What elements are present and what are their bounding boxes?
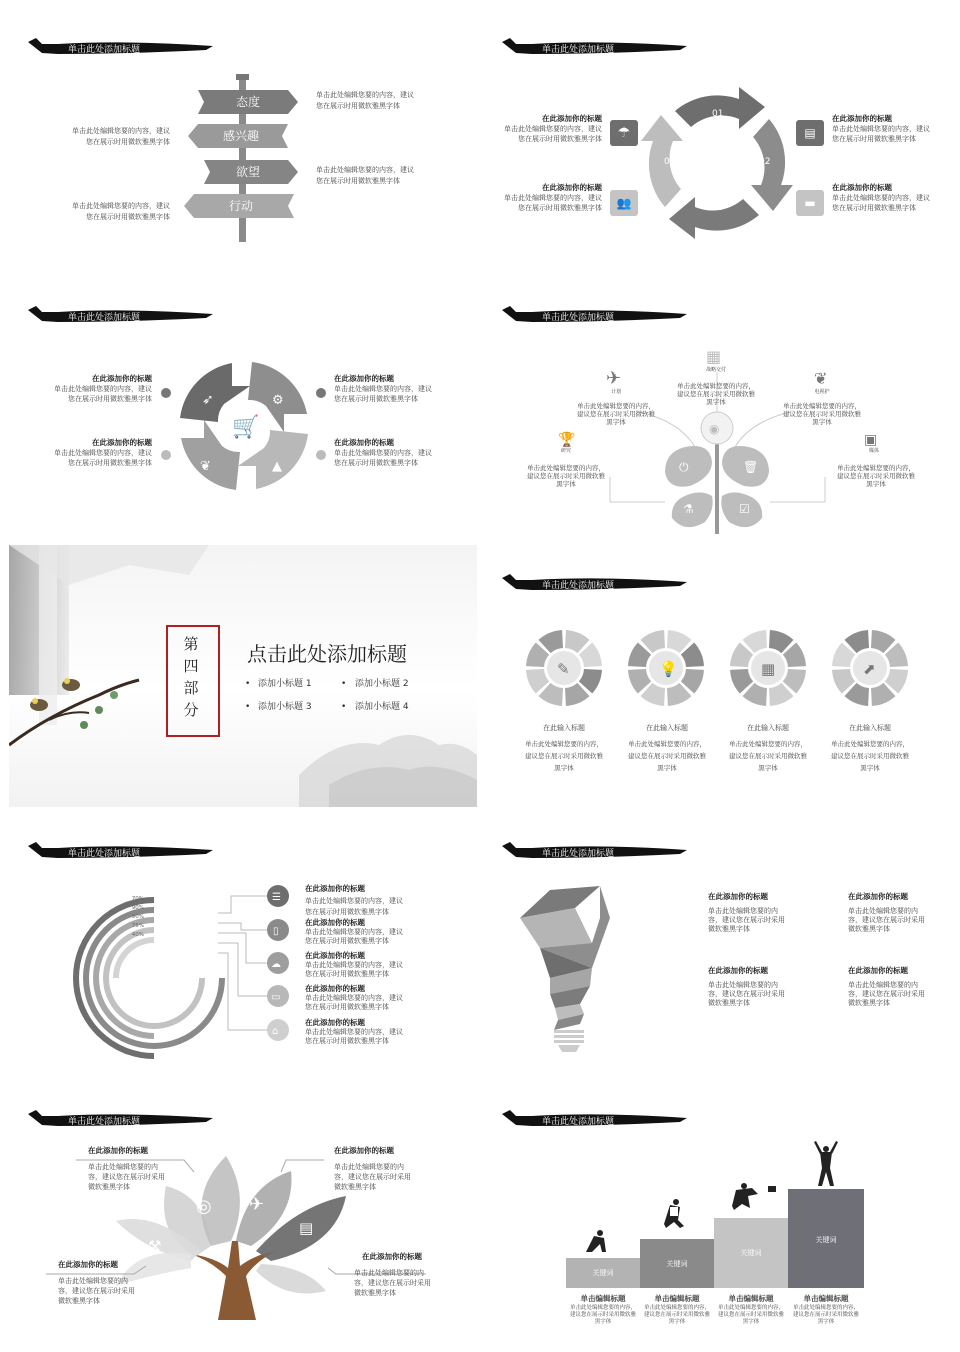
text-line: 单击此处编辑您要的内 [848, 981, 918, 989]
text-line: 您在展示时用微软雅黑字体 [316, 177, 400, 185]
item-title: 在此添加你的标题 [305, 1018, 365, 1027]
item-title: 在此添加你的标题 [305, 884, 365, 893]
text-line: 容，建议您在展示时采用 [708, 916, 785, 924]
text-line: 单击此处编辑您要的内容， [577, 402, 655, 410]
plane-icon: ✈ [606, 368, 622, 389]
truck-icon: ▬ [796, 190, 824, 216]
text-line: 微软雅黑字体 [58, 1297, 100, 1305]
text-line: 黑字体 [556, 480, 576, 488]
delivery-icon: ▦ [706, 347, 722, 366]
item-title: 在此添加你的标题 [542, 114, 602, 123]
text-line: 单击此处编辑您要的内容，建议 [334, 449, 432, 457]
text-line: 单击此处编辑您要的内 [88, 1163, 158, 1171]
text-line: 容，建议您在展示时采用 [848, 916, 925, 924]
text-line: 容，建议您在展示时采用 [708, 990, 785, 998]
item-title: 在此输入标题 [849, 724, 891, 732]
text-line: 建议您在展示时采用微软雅 [837, 472, 915, 480]
step-label: 关键词 [815, 1236, 837, 1244]
text-line: 单击此处编辑您要的内 [334, 1163, 404, 1171]
subtitle-item: 添加小标题 3 [258, 702, 312, 712]
text-line: 微软雅黑字体 [708, 999, 750, 1007]
text-line: 建议您在展示时采用微软雅 [569, 1312, 636, 1318]
text-line: 黑字体 [812, 418, 832, 426]
text-line: 单击此处编辑您要的内容，建议 [72, 202, 170, 210]
text-line: 您在展示时用微软雅黑字体 [334, 459, 418, 467]
text-line: 黑字体 [860, 764, 880, 772]
text-line: 建议您在展示时采用微软雅 [577, 410, 655, 418]
text-line: 单击此处编辑您要的内容，建议 [504, 125, 602, 133]
flask-icon: ⚗ [683, 502, 694, 516]
item-title: 在此添加你的标题 [334, 1146, 394, 1155]
text-line: 单击此处编辑您要的内容，建议 [305, 897, 403, 905]
laptop-icon: ▭ [271, 992, 281, 1003]
header-title: 单击此处添加标题 [68, 313, 141, 323]
power-icon: ⏻ [679, 460, 689, 474]
item-title: 在此添加你的标题 [334, 374, 394, 383]
text-line: 您在展示时用微软雅黑字体 [832, 135, 916, 143]
item-title: 单击编辑标题 [580, 1294, 626, 1303]
text-line: 您在展示时用微软雅黑字体 [305, 1037, 389, 1045]
text-line: 单击此处编辑您要的内容，建议 [54, 449, 152, 457]
slide-lightbulb [480, 808, 954, 1070]
text-line: 单击此处编辑您要的内容， [837, 464, 915, 472]
text-line: 您在展示时用微软雅黑字体 [305, 937, 389, 945]
section-char: 第 [183, 635, 199, 653]
header-title: 单击此处添加标题 [68, 1117, 141, 1127]
item-title: 在此输入标题 [747, 724, 789, 732]
trash-icon: 🗑 [743, 460, 759, 474]
cone-icon: ▲ [272, 459, 282, 474]
cloud-icon: ☁ [271, 959, 281, 970]
map-icon: ▦ [761, 660, 776, 678]
eye-icon: ◉ [709, 422, 720, 436]
text-line: 单击此处编辑您要的内容，建议 [305, 994, 403, 1002]
percent-label: 40% [131, 932, 144, 938]
item-title: 单击编辑标题 [803, 1294, 849, 1303]
text-line: 您在展示时用微软雅黑字体 [305, 908, 389, 916]
cycle-number: 04 [664, 157, 676, 167]
bullet-icon: • [245, 702, 251, 712]
item-title: 在此输入标题 [646, 724, 688, 732]
percent-label: 75% [131, 923, 144, 929]
item-title: 在此添加你的标题 [305, 984, 365, 993]
text-line: 微软雅黑字体 [334, 1183, 376, 1191]
item-title: 在此添加你的标题 [362, 1252, 422, 1261]
text-line: 微软雅黑字体 [88, 1183, 130, 1191]
text-line: 黑字体 [758, 764, 778, 772]
slide-section-divider [9, 545, 477, 807]
slide-steps [480, 1076, 954, 1338]
node-label: 媒体 [868, 448, 879, 454]
step-label: 关键词 [592, 1269, 614, 1277]
header-title: 单击此处添加标题 [68, 849, 141, 859]
text-line: 单击此处编辑您要的内容，建议 [832, 194, 930, 202]
text-line: 建议您在展示时采用微软雅 [783, 410, 861, 418]
sign-label-1: 态度 [235, 95, 260, 109]
text-line: 单击此处编辑您要的内容，建议 [832, 125, 930, 133]
subtitle-item: 添加小标题 1 [258, 679, 312, 689]
step-label: 关键词 [666, 1260, 688, 1268]
header-title: 单击此处添加标题 [68, 45, 141, 55]
text-line: 建议您在展示时采用微软雅 [643, 1312, 710, 1318]
text-line: 单击此处编辑您要的内容， [628, 740, 706, 748]
text-line: 容，建议您在展示时采用 [88, 1173, 165, 1181]
text-line: 容，建议您在展示时采用 [354, 1279, 431, 1287]
hammer-icon: ⚒ [148, 1237, 162, 1255]
text-line: 单击此处编辑您要的内 [708, 907, 778, 915]
text-line: 您在展示时用微软雅黑字体 [86, 213, 170, 221]
node-label: 研究 [560, 448, 571, 454]
leaf-icon: ❦ [200, 459, 211, 474]
node-label: 电视护 [814, 389, 830, 395]
item-title: 在此添加你的标题 [708, 892, 768, 901]
gear-icon: ⚙ [272, 393, 284, 408]
item-title: 在此添加你的标题 [832, 114, 892, 123]
text-line: 单击此处编辑您要的内容， [643, 1305, 710, 1311]
text-line: 黑字体 [706, 398, 726, 406]
slide-concentric-arcs [6, 808, 480, 1070]
rocket-icon: ➶ [202, 392, 214, 408]
item-title: 单击编辑标题 [654, 1294, 700, 1303]
percent-label: 70% [131, 896, 144, 902]
item-title: 在此添加你的标题 [848, 966, 908, 975]
text-line: 容，建议您在展示时采用 [848, 990, 925, 998]
text-line: 您在展示时用微软雅黑字体 [518, 135, 602, 143]
text-line: 建议您在展示时采用微软雅 [527, 472, 605, 480]
slide-plant-diagram [480, 272, 954, 534]
sign-label-4: 行动 [228, 199, 253, 213]
text-line: 黑字体 [668, 1319, 686, 1325]
text-line: 您在展示时用微软雅黑字体 [518, 204, 602, 212]
text-line: 您在展示时用微软雅黑字体 [316, 102, 400, 110]
book-icon: ▤ [796, 120, 824, 146]
text-line: 单击此处编辑您要的内 [708, 981, 778, 989]
text-line: 单击此处编辑您要的内 [848, 907, 918, 915]
item-title: 在此添加你的标题 [334, 438, 394, 447]
header-title: 单击此处添加标题 [542, 849, 615, 859]
text-line: 单击此处编辑您要的内容， [792, 1305, 859, 1311]
text-line: 您在展示时用微软雅黑字体 [334, 395, 418, 403]
leaf-icon: ❦ [814, 369, 828, 388]
home-icon: ⌂ [272, 1026, 279, 1037]
text-line: 微软雅黑字体 [354, 1289, 396, 1297]
text-line: 单击此处编辑您要的内 [354, 1269, 424, 1277]
trophy-icon: 🏆 [558, 432, 576, 448]
text-line: 单击此处编辑您要的内容， [717, 1305, 784, 1311]
text-line: 黑字体 [606, 418, 626, 426]
lightbulb-icon [480, 808, 954, 1070]
image-icon: ▣ [864, 432, 878, 448]
text-line: 黑字体 [594, 1319, 612, 1325]
node-label: 计划 [610, 389, 621, 395]
text-line: 单击此处编辑您要的内 [58, 1277, 128, 1285]
text-line: 单击此处编辑您要的内容， [677, 382, 755, 390]
item-title: 在此输入标题 [543, 724, 585, 732]
check-icon: ☑ [739, 502, 750, 516]
text-line: 建议您在展示时采用微软雅 [729, 752, 807, 760]
item-title: 在此添加你的标题 [542, 183, 602, 192]
users-icon: 👥 [610, 190, 638, 216]
umbrella-icon: ☂ [610, 120, 638, 146]
slide-leaf-tree [6, 1076, 480, 1338]
slide-cycle [480, 4, 954, 266]
section-title: 点击此处添加标题 [247, 642, 407, 666]
database-icon: ☰ [272, 892, 281, 903]
header-title: 单击此处添加标题 [542, 1117, 615, 1127]
text-line: 建议您在展示时采用微软雅 [792, 1312, 859, 1318]
text-line: 黑字体 [866, 480, 886, 488]
item-title: 在此添加你的标题 [92, 374, 152, 383]
text-line: 您在展示时用微软雅黑字体 [68, 459, 152, 467]
text-line: 单击此处编辑您要的内容， [525, 740, 603, 748]
text-line: 建议您在展示时采用微软雅 [628, 752, 706, 760]
sign-label-2: 感兴趣 [222, 129, 259, 143]
text-line: 建议您在展示时采用微软雅 [717, 1312, 784, 1318]
text-line: 单击此处编辑您要的内容， [783, 402, 861, 410]
text-line: 黑字体 [657, 764, 677, 772]
pen-icon: ✎ [557, 660, 570, 678]
header-title: 单击此处添加标题 [542, 45, 615, 55]
item-title: 在此添加你的标题 [708, 966, 768, 975]
section-char: 四 [183, 657, 199, 675]
cycle-number: 01 [712, 109, 724, 119]
text-line: 单击此处编辑您要的内容，建议 [305, 961, 403, 969]
header-title: 单击此处添加标题 [542, 581, 615, 591]
text-line: 单击此处编辑您要的内容， [831, 740, 909, 748]
cycle-number: 03 [712, 203, 724, 213]
text-line: 您在展示时用微软雅黑字体 [305, 1003, 389, 1011]
sign-label-3: 欲望 [235, 165, 260, 179]
slide-cart-cycle [6, 272, 480, 534]
section-char: 分 [183, 701, 199, 719]
text-line: 建议您在展示时采用微软雅 [525, 752, 603, 760]
text-line: 黑字体 [554, 764, 574, 772]
text-line: 微软雅黑字体 [848, 925, 890, 933]
slide-signpost [6, 4, 480, 266]
text-line: 单击此处编辑您要的内容，建议 [305, 928, 403, 936]
percent-label: 50% [131, 914, 144, 920]
subtitle-item: 添加小标题 4 [355, 702, 409, 712]
text-line: 单击此处编辑您要的内容，建议 [305, 1028, 403, 1036]
headphones-icon: ◎ [196, 1196, 212, 1217]
ink-landscape-image [9, 545, 477, 807]
step-label: 关键词 [740, 1249, 762, 1257]
text-line: 单击此处编辑您要的内容，建议 [54, 385, 152, 393]
text-line: 建议您在展示时采用微软雅 [831, 752, 909, 760]
node-label: 战略交付 [705, 367, 726, 373]
text-line: 单击此处编辑您要的内容，建议 [316, 166, 414, 174]
bullet-icon: • [245, 679, 251, 689]
growth-chart-icon: ⬈ [863, 660, 876, 678]
item-title: 在此添加你的标题 [832, 183, 892, 192]
item-title: 在此添加你的标题 [305, 918, 365, 927]
text-line: 容，建议您在展示时采用 [334, 1173, 411, 1181]
percent-label: 90% [131, 905, 144, 911]
bullet-icon: • [341, 702, 347, 712]
text-line: 单击此处编辑您要的内容，建议 [334, 385, 432, 393]
text-line: 黑字体 [817, 1319, 835, 1325]
section-char: 部 [183, 679, 199, 697]
bullet-icon: • [341, 679, 347, 689]
text-line: 黑字体 [742, 1319, 760, 1325]
text-line: 单击此处编辑您要的内容，建议 [316, 91, 414, 99]
text-line: 单击此处编辑您要的内容， [729, 740, 807, 748]
item-title: 在此添加你的标题 [305, 951, 365, 960]
text-line: 您在展示时用微软雅黑字体 [68, 395, 152, 403]
text-line: 您在展示时用微软雅黑字体 [305, 970, 389, 978]
text-line: 单击此处编辑您要的内容， [569, 1305, 636, 1311]
slide-four-wheels [480, 540, 954, 802]
text-line: 建议您在展示时采用微软雅 [677, 390, 755, 398]
shopping-cart-icon: 🛒 [232, 415, 260, 440]
text-line: 微软雅黑字体 [708, 925, 750, 933]
text-line: 微软雅黑字体 [848, 999, 890, 1007]
text-line: 容，建议您在展示时采用 [58, 1287, 135, 1295]
header-title: 单击此处添加标题 [542, 313, 615, 323]
subtitle-item: 添加小标题 2 [355, 679, 409, 689]
item-title: 在此添加你的标题 [88, 1146, 148, 1155]
cycle-number: 02 [759, 157, 771, 167]
text-line: 您在展示时用微软雅黑字体 [86, 138, 170, 146]
item-title: 在此添加你的标题 [92, 438, 152, 447]
text-line: 单击此处编辑您要的内容，建议 [504, 194, 602, 202]
item-title: 在此添加你的标题 [58, 1260, 118, 1269]
text-line: 单击此处编辑您要的内容， [527, 464, 605, 472]
item-title: 单击编辑标题 [728, 1294, 774, 1303]
text-line: 单击此处编辑您要的内容，建议 [72, 127, 170, 135]
text-line: 您在展示时用微软雅黑字体 [832, 204, 916, 212]
arcs-graphic [6, 808, 480, 1070]
book-icon: ▤ [299, 1219, 314, 1237]
lightbulb-icon: 💡 [659, 660, 678, 678]
plane-icon: ✈ [249, 1194, 265, 1215]
tablet-icon: ▯ [273, 926, 279, 937]
item-title: 在此添加你的标题 [848, 892, 908, 901]
